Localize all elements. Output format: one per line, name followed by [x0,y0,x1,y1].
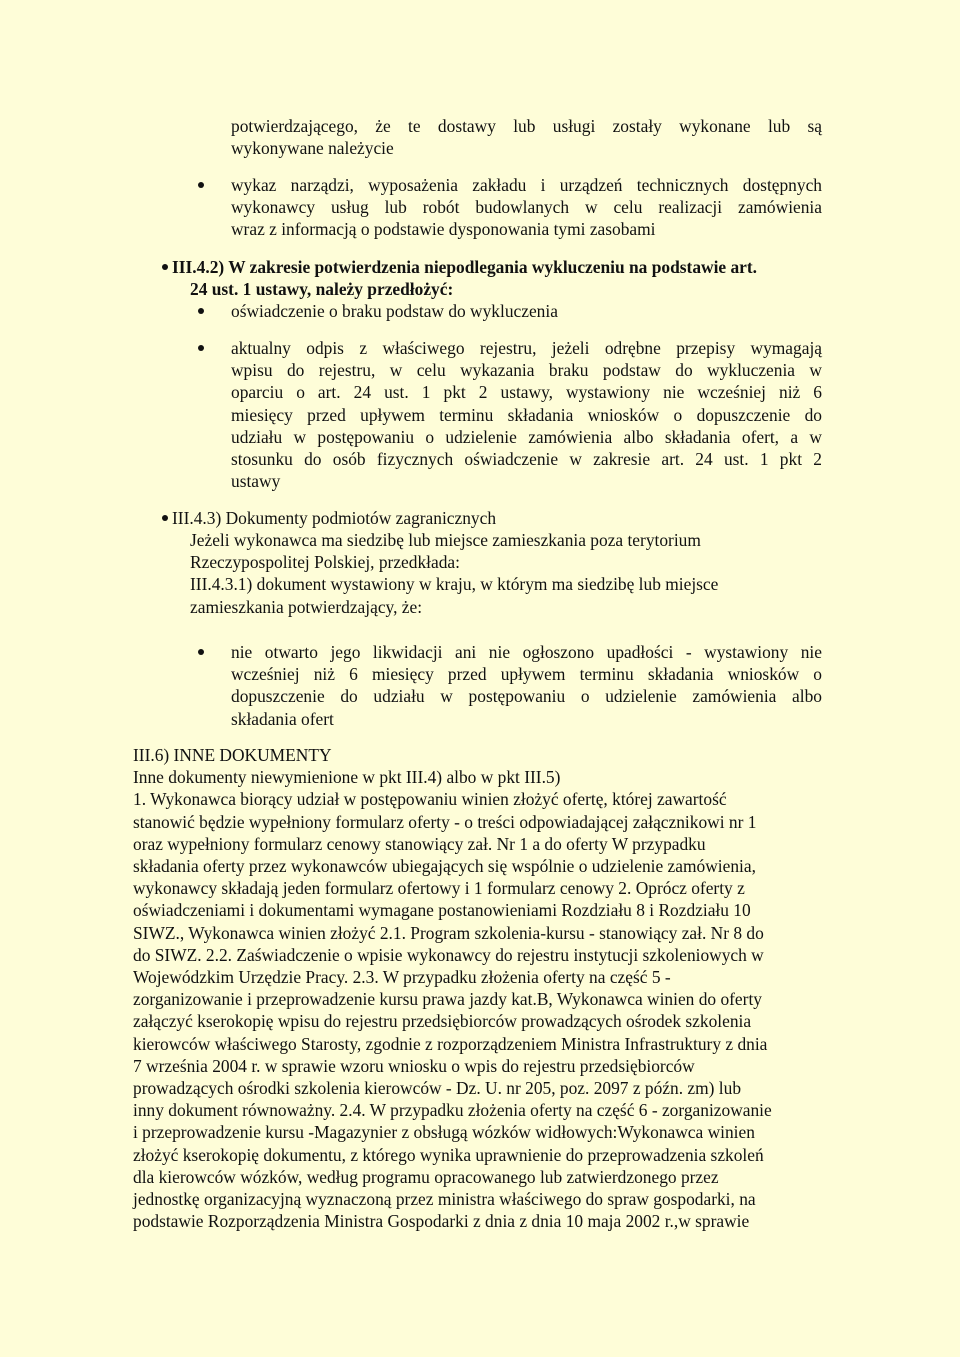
text-line: złożyć kserokopię dokumentu, z którego wynika uprawnienie do przeprowadzenia szkoleń [133,1144,764,1165]
text-line: składania ofert [231,708,334,729]
text-line: wykonawcy składają jeden formularz ofertowy i 1 formularz cenowy 2. Oprócz oferty z [133,878,745,899]
section-heading-342-cont [190,278,453,300]
list-item-oswiadczenie [231,300,558,322]
text-line: 24 ust. 1 ustawy, należy przedłożyć: [190,279,454,299]
text-line: załączyć kserokopię wpisu do rejestru przedsiębiorców prowadzących ośrodek szkolenia [133,1011,752,1032]
text-line: wykonywane należycie [231,138,394,159]
text-line: dopuszczenie do udziału w postępowaniu o udzielenie zamówienia albo [231,686,822,707]
text-line: oświadczenie o braku podstaw do wykluczenia [231,301,558,321]
text-line: podstawie Rozporządzenia Ministra Gospodarki z dnia z dnia 10 maja 2002 r.,w sprawie [133,1211,750,1232]
list-item-likwidacja [231,641,822,730]
text-line: oparciu o art. 24 ust. 1 pkt 2 ustawy, wystawiony nie wcześniej niż 6 [231,382,822,403]
text-line: zamieszkania potwierdzający, że: [190,596,423,617]
text-line: i przeprowadzenie kursu -Magazynier z obsługą wózków widłowych:Wykonawca winien [133,1122,755,1143]
bullet-icon [198,345,204,351]
text-line: wykonawcy usług lub robót budowlanych w celu realizacji zamówienia [231,197,822,218]
text-line: Wojewódzkim Urzędzie Pracy. 2.3. W przypadku złożenia oferty na część 5 - [133,967,671,988]
text-line: zorganizowanie i przeprowadzenie kursu prawa jazdy kat.B, Wykonawca winien do oferty [133,989,762,1010]
list-item-wykaz [231,174,822,241]
text-line: SIWZ., Wykonawca winien złożyć 2.1. Program szkolenia-kursu - stanowiący zał. Nr 8 do [133,922,764,943]
text-line: udziału w postępowaniu o udzielenie zamówienia albo składania ofert, a w [231,426,822,447]
text-line: miesięcy przed upływem terminu składania wniosków o dopuszczenie do [231,404,822,425]
text-line: ustawy [231,471,281,492]
text-line: aktualny odpis z właściwego rejestru, jeżeli odrębne przepisy wymagają [231,338,822,358]
text-line: stosunku do osób fizycznych oświadczenie w zakresie art. 24 ust. 1 pkt 2 [231,449,822,470]
text-line: prowadzących ośrodki szkolenia kierowców - Dz. U. nr 205, poz. 2097 z późn. zm) lub [133,1078,742,1099]
text-line: kierowców właściwego Starosty, zgodnie z rozporządzeniem Ministra Infrastruktury z dnia [133,1033,768,1054]
text-line: wpisu do rejestru, w celu wykazania braku podstaw do wykluczenia w [231,360,822,381]
text-line: potwierdzającego, że te dostawy lub usługi zostały wykonane lub są [231,116,822,136]
section-heading-342 [172,256,832,278]
text-line: wykaz narządzi, wyposażenia zakładu i urządzeń technicznych dostępnych [231,175,822,195]
text-line: dla kierowców wózków, według programu opracowanego lub zatwierdzonego przez [133,1166,719,1187]
section-36 [133,744,772,1232]
paragraph-continuation [231,115,822,159]
bullet-icon [162,264,168,270]
text-line: stanowić będzie wypełniony formularz oferty - o treści odpowiadającej załącznikowi nr 1 [133,811,757,832]
text-line: wraz z informacją o podstawie dysponowania tymi zasobami [231,219,656,240]
section-subtitle-36: Inne dokumenty niewymienione w pkt III.4) albo w pkt III.5) [133,767,561,788]
section-heading-343 [172,507,496,529]
text-line: do SIWZ. 2.2. Zaświadczenie o wpisie wykonawcy do rejestru instytucji szkoleniowych w [133,944,764,965]
section-343-body [190,529,718,618]
bullet-icon [198,649,204,655]
text-line: Rzeczypospolitej Polskiej, przedkłada: [190,552,460,573]
text-line: nie otwarto jego likwidacji ani nie ogłoszono upadłości - wystawiony nie [231,642,822,662]
bullet-icon [198,308,204,314]
text-line: III.4.3) Dokumenty podmiotów zagranicznych [172,508,497,528]
text-line: oświadczeniami i dokumentami wymagane postanowieniami Rozdziału 8 i Rozdziału 10 [133,900,751,921]
text-line: 1. Wykonawca biorący udział w postępowaniu winien złożyć ofertę, której zawartość [133,789,727,810]
text-line: oraz wypełniony formularz cenowy stanowiący zał. Nr 1 a do oferty W przypadku [133,833,706,854]
text-line: jednostkę organizacyjną wyznaczoną przez ministra właściwego do spraw gospodarki, na [133,1189,756,1210]
text-line: Jeżeli wykonawca ma siedzibę lub miejsce zamieszkania poza terytorium [190,530,701,550]
text-line: III.4.2) W zakresie potwierdzenia niepodlegania wykluczeniu na podstawie art. [172,257,758,277]
text-line: inny dokument równoważny. 2.4. W przypadku złożenia oferty na część 6 - zorganizowanie [133,1100,772,1121]
text-line: 7 września 2004 r. w sprawie wzoru wniosku o wpis do rejestru przedsiębiorców [133,1055,695,1076]
text-line: III.4.3.1) dokument wystawiony w kraju, w którym ma siedzibę lub miejsce [190,574,719,595]
list-item-odpis [231,337,822,492]
bullet-icon [162,515,168,521]
bullet-icon [198,182,204,188]
text-line: wcześniej niż 6 miesięcy przed upływem terminu składania wniosków o [231,664,822,685]
section-heading-36: III.6) INNE DOKUMENTY [133,745,332,765]
text-line: składania oferty przez wykonawców ubiegających się wspólnie o udzielenie zamówienia, [133,856,756,877]
